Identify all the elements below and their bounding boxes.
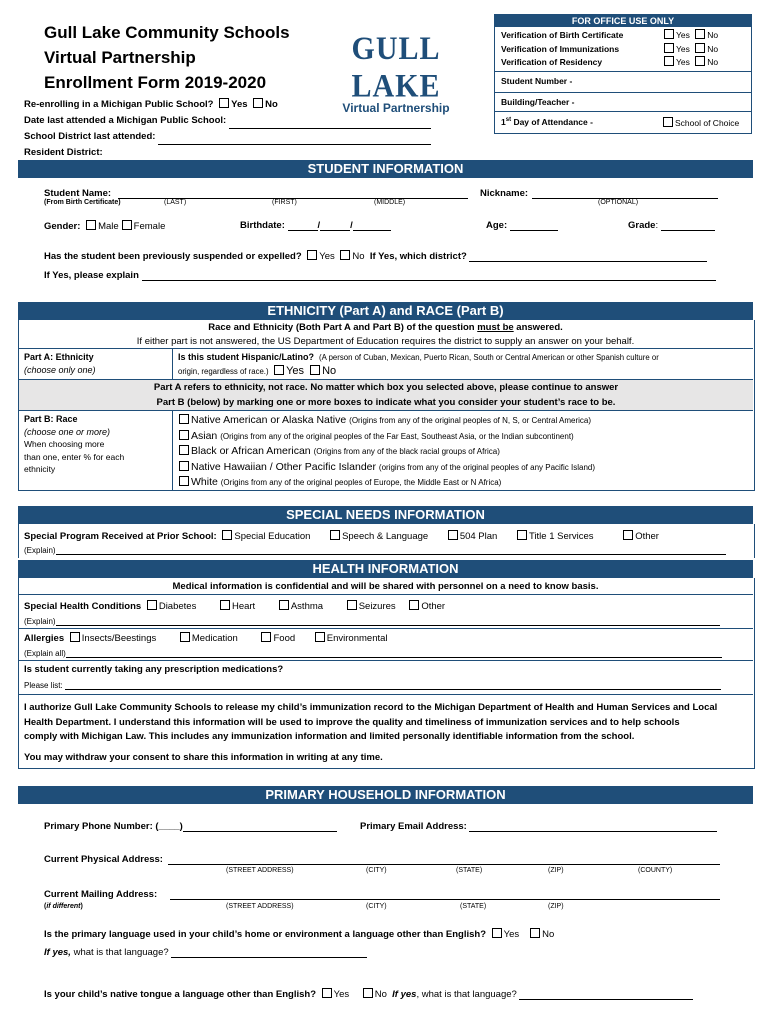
school-of-choice-label: School of Choice [675,118,740,128]
native-no-checkbox[interactable] [363,988,373,998]
nickname-label: Nickname: [480,188,529,199]
gender-male-label: Male [98,221,119,232]
health-explain-row [24,616,720,626]
suspended-row [44,250,734,262]
language-if-yes: If yes, [44,947,71,958]
gender-male-checkbox[interactable] [86,220,96,230]
ethnicity-note-2: Part B (below) by marking one or more boxes to indicate what you consider your student’s race to be. [156,397,616,408]
hispanic-note-2: origin, regardless of race.) [178,367,269,376]
birth-month-field[interactable] [288,221,318,231]
health-other-label: Other [421,601,446,612]
rx-list-field[interactable] [65,680,721,690]
building-teacher-label: Building/Teacher - [501,97,575,107]
ethnicity-note-band [19,379,753,411]
race-pacific-checkbox[interactable] [179,461,189,471]
if-diff-post: ) [80,903,83,910]
mailing-address-label: Current Mailing Address: [44,889,158,900]
partB-sub-1: (choose one or more) [24,426,111,437]
form-title [44,20,290,95]
allergies-explain-label: (Explain all) [24,649,66,658]
logo-text: GULL LAKE [351,30,441,105]
seizures-checkbox[interactable] [347,600,357,610]
hispanic-no-checkbox[interactable] [310,365,320,375]
date-last-field[interactable] [229,119,431,129]
environmental-checkbox[interactable] [315,632,325,642]
language-question: Is the primary language used in your child’s home or environment a language other than English? [44,929,487,940]
first-day-sup: st [505,117,512,124]
gender-female-label: Female [133,221,166,232]
partB-label: Part B: Race [24,414,78,424]
partB-sub-2: When choosing more [24,439,105,449]
office-use-title: FOR OFFICE USE ONLY [495,15,751,27]
student-name-label: Student Name: [44,188,112,199]
resident-row [24,145,435,161]
physical-city-caption: (CITY) [366,867,387,874]
eth-line1-post: answered. [513,322,563,333]
hispanic-yes-checkbox[interactable] [274,365,284,375]
ethnicity-header: ETHNICITY (Part A) and RACE (Part B) [18,302,753,320]
verify-resid-no-label: No [707,57,719,67]
physical-zip-caption: (ZIP) [548,867,564,874]
partB-sub-4: ethnicity [24,464,56,474]
first-day-post: Day of Attendance - [511,117,593,127]
grade-field[interactable] [661,221,715,231]
verify-resid-yes-checkbox[interactable] [664,56,674,66]
verify-immun-yes-label: Yes [676,43,690,54]
race-native-american-name: Native American or Alaska Native [191,414,347,426]
verify-birth-label: Verification of Birth Certificate [501,30,624,40]
student-number-label: Student Number - [501,76,573,86]
first-day-label [501,117,593,127]
diabetes-checkbox[interactable] [147,600,157,610]
birthdate-row [240,220,391,231]
physical-county-caption: (COUNTY) [638,867,673,874]
hispanic-no-label: No [322,365,337,377]
district-last-label: School District last attended: [24,131,156,142]
suspended-no-checkbox[interactable] [340,250,350,260]
health-conditions-row [24,600,445,612]
immunization-authorization [24,701,717,745]
gull-lake-logo [322,30,470,115]
special-other-checkbox[interactable] [623,530,633,540]
date-last-row [24,113,435,129]
gender-label: Gender: [44,221,81,232]
verify-resid-yes-label: Yes [676,57,690,67]
asthma-label: Asthma [290,601,324,612]
student-info-header: STUDENT INFORMATION [18,160,753,178]
birth-year-field[interactable] [353,221,391,231]
mailing-state-caption: (STATE) [460,903,487,910]
race-white-name: White [191,476,218,488]
heart-label: Heart [231,601,256,612]
verify-immun-no-checkbox[interactable] [695,43,705,53]
hispanic-row-2 [178,365,336,377]
district-last-row [24,129,435,145]
special-explain-label: (Explain) [24,546,56,555]
allergies-label: Allergies [24,633,65,644]
special-needs-header: SPECIAL NEEDS INFORMATION [18,506,753,524]
rx-list-row [24,680,721,690]
environmental-label: Environmental [326,633,388,644]
medication-checkbox[interactable] [180,632,190,642]
birth-slash-2: / [350,220,353,231]
language-what-label: what is that language? [70,947,169,958]
first-day-pre: 1 [501,117,506,127]
health-other-checkbox[interactable] [409,600,419,610]
email-row [360,821,717,832]
title-line-1: Gull Lake Community Schools [44,23,290,42]
hispanic-note: (A person of Cuban, Mexican, Puerto Rican, South or Central American or other Spanish culture or [319,353,659,362]
speech-checkbox[interactable] [330,530,340,540]
auth-line-2: Health Department. I understand this information will be used to improve the quality and timeliness of immunization services and to help schools [24,716,680,728]
native-tongue-row [44,988,693,1000]
native-no-label: No [374,989,387,1000]
verify-birth-yes-checkbox[interactable] [664,29,674,39]
native-if-yes: If yes [392,989,417,1000]
physical-street-caption: (STREET ADDRESS) [226,867,294,874]
reenroll-no-checkbox[interactable] [253,98,263,108]
verify-immun-row [501,43,747,57]
physical-address-field[interactable] [168,855,720,865]
verify-resid-no-checkbox[interactable] [695,56,705,66]
language-what-field[interactable] [171,948,367,958]
reenroll-yes-label: Yes [231,99,248,110]
race-native-american-desc: (Origins from any of the original peoples of N, S, or Central America) [349,416,592,425]
special-explain-field[interactable] [56,545,726,555]
partA-label: Part A: Ethnicity [24,352,94,362]
native-yes-checkbox[interactable] [322,988,332,998]
verify-immun-no-label: No [707,43,719,54]
race-asian-desc: (Origins from any of the original peoples of the Far East, Southeast Asia, or the Indian subcontinent) [220,431,574,441]
language-row [44,928,554,940]
native-what-field[interactable] [519,990,693,1000]
email-field[interactable] [469,822,717,832]
language-yes-checkbox[interactable] [492,928,502,938]
phone-field[interactable] [183,822,337,832]
suspended-explain-field[interactable] [142,271,716,281]
native-question: Is your child’s native tongue a language other than English? [44,989,317,1000]
asthma-checkbox[interactable] [279,600,289,610]
special-explain-row [24,545,726,555]
plan-504-label: 504 Plan [459,531,498,542]
mailing-street-caption: (STREET ADDRESS) [226,903,294,910]
plan-504-checkbox[interactable] [448,530,458,540]
physical-address-label: Current Physical Address: [44,854,163,865]
hispanic-yes-label: Yes [286,365,305,377]
language-what-row [44,947,367,958]
special-program-row [24,530,749,542]
grade-label: Grade [628,220,656,231]
language-no-checkbox[interactable] [530,928,540,938]
household-header: PRIMARY HOUSEHOLD INFORMATION [18,786,753,804]
name-first-caption: (FIRST) [272,199,297,206]
race-native-american-checkbox[interactable] [179,414,189,424]
birthdate-label: Birthdate: [240,220,285,231]
race-white-checkbox[interactable] [179,476,189,486]
race-black-name: Black or African American [191,445,311,457]
medication-label: Medication [191,633,238,644]
which-district-field[interactable] [469,252,707,262]
auth-line-1: I authorize Gull Lake Community Schools to release my child’s immunization record to the Michigan Department of Health and Human Services and Local [24,702,718,713]
race-option-asian [176,429,595,445]
verify-birth-yes-label: Yes [676,30,690,40]
name-middle-caption: (MIDDLE) [374,199,406,206]
verify-birth-no-checkbox[interactable] [695,29,705,39]
birth-slash-1: / [317,220,321,231]
ethnicity-note-1: Part A refers to ethnicity, not race. No matter which box you selected above, please continue to answer [153,382,619,393]
phone-row [44,821,337,832]
speech-label: Speech & Language [342,531,429,542]
withdraw-consent: You may withdraw your consent to share this information in writing at any time. [24,752,383,763]
age-label: Age: [486,220,508,231]
grade-colon: : [655,220,659,231]
suspended-yes-label: Yes [319,251,335,262]
special-other-label: Other [635,531,659,542]
eth-line1-underline: must be [477,322,514,333]
food-label: Food [273,633,296,644]
race-options [176,413,595,491]
allergies-explain-field[interactable] [66,648,722,658]
partB-sub-3: than one, enter % for each [24,451,125,462]
language-yes-label: Yes [503,929,520,940]
race-option-white [176,475,595,491]
special-ed-label: Special Education [234,531,311,542]
physical-state-caption: (STATE) [456,867,483,874]
reenroll-question: Re-enrolling in a Michigan Public School? [24,99,214,110]
auth-line-3: comply with Michigan Law. This includes any immunization information and limited personally identifiable information from the school. [24,731,635,742]
verify-birth-row [501,29,747,43]
food-checkbox[interactable] [261,632,271,642]
special-program-label: Special Program Received at Prior School: [24,531,217,542]
reenroll-no-label: No [265,99,278,110]
native-yes-label: Yes [333,989,350,1000]
suspended-explain-label: If Yes, please explain [44,270,139,281]
verify-resid-row [501,56,747,70]
title-line-2: Virtual Partnership [44,48,196,67]
phone-label: Primary Phone Number: (____) [44,821,183,832]
race-black-desc: (Origins from any of the black racial groups of Africa) [313,447,500,456]
allergies-explain-row [24,648,722,658]
race-black-checkbox[interactable] [179,445,189,455]
health-explain-field[interactable] [56,616,720,626]
office-use-box [494,14,752,134]
special-ed-checkbox[interactable] [222,530,232,540]
race-option-native-american [176,413,595,429]
nickname-optional: (OPTIONAL) [598,199,639,206]
if-diff-pre: ( [44,903,47,910]
diabetes-label: Diabetes [158,601,197,612]
district-last-field[interactable] [158,135,431,145]
school-of-choice [660,117,739,128]
race-pacific-desc: (origins from any of the original peoples of any Pacific Island) [378,462,596,472]
rx-list-label: Please list: [24,681,63,690]
reenroll-yes-checkbox[interactable] [219,98,229,108]
race-pacific-name: Native Hawaiian / Other Pacific Islander [191,460,376,473]
heart-checkbox[interactable] [220,600,230,610]
seizures-label: Seizures [358,601,396,612]
school-of-choice-checkbox[interactable] [663,117,673,127]
health-explain-label: (Explain) [24,617,56,626]
race-option-black [176,444,595,460]
resident-label: Resident District: [24,147,103,158]
student-name-field[interactable] [118,189,468,199]
nickname-field[interactable] [532,189,718,199]
ethnicity-instructions-2: If either part is not answered, the US Department of Education requires the district to supply an answer on your behalf. [136,336,635,347]
health-header: HEALTH INFORMATION [18,560,753,578]
student-name-sub: (From Birth Certificate) [44,199,121,206]
email-label: Primary Email Address: [360,821,467,832]
date-last-label: Date last attended a Michigan Public School: [24,115,227,126]
prior-school-block [24,97,435,161]
partB-labels [24,413,124,476]
insects-label: Insects/Beestings [81,633,157,644]
verify-immun-yes-checkbox[interactable] [664,43,674,53]
hispanic-question: Is this student Hispanic/Latino? [178,352,315,362]
grade-row [628,220,715,231]
ethnicity-instructions-1 [18,322,753,333]
reenroll-row [24,97,435,113]
name-last-caption: (LAST) [164,199,187,206]
age-row [486,220,558,231]
which-district-label: If Yes, which district? [369,251,467,262]
mailing-zip-caption: (ZIP) [548,903,564,910]
birth-day-field[interactable] [317,220,350,231]
race-asian-name: Asian [191,429,218,442]
partA-sub: (choose only one) [24,365,96,375]
eth-line1-pre: Race and Ethnicity (Both Part A and Part B) of the question [208,322,478,333]
title-line-3: Enrollment Form 2019-2020 [44,73,267,92]
mailing-city-caption: (CITY) [366,903,387,910]
rx-question: Is student currently taking any prescription medications? [24,664,284,675]
health-conditions-label: Special Health Conditions [24,601,142,612]
explain-row [44,270,716,281]
mailing-address-field[interactable] [170,890,720,900]
native-what-label: , what is that language? [416,989,517,1000]
verify-immun-label: Verification of Immunizations [501,43,620,54]
allergies-row [24,632,388,644]
logo-subtitle: Virtual Partnership [342,101,450,115]
suspended-no-label: No [352,251,365,262]
age-field[interactable] [510,221,558,231]
suspended-question: Has the student been previously suspended or expelled? [44,251,302,262]
gender-row [44,220,165,232]
health-confidential: Medical information is confidential and will be shared with personnel on a need to know basis. [172,581,599,592]
race-option-pacific-islander [176,460,595,476]
suspended-yes-checkbox[interactable] [307,250,317,260]
gender-female-checkbox[interactable] [122,220,132,230]
race-asian-checkbox[interactable] [179,430,189,440]
verify-resid-label: Verification of Residency [501,57,603,67]
insects-checkbox[interactable] [70,632,80,642]
verify-birth-no-label: No [707,30,719,40]
race-white-desc: (Origins from any of the original peoples of Europe, the Middle East or N Africa) [220,478,502,487]
verification-rows [501,29,747,70]
title1-checkbox[interactable] [517,530,527,540]
language-no-label: No [542,929,555,940]
hispanic-row [178,352,750,362]
if-different [44,903,83,910]
title1-label: Title 1 Services [528,531,594,542]
if-diff-text: if different [46,903,81,910]
